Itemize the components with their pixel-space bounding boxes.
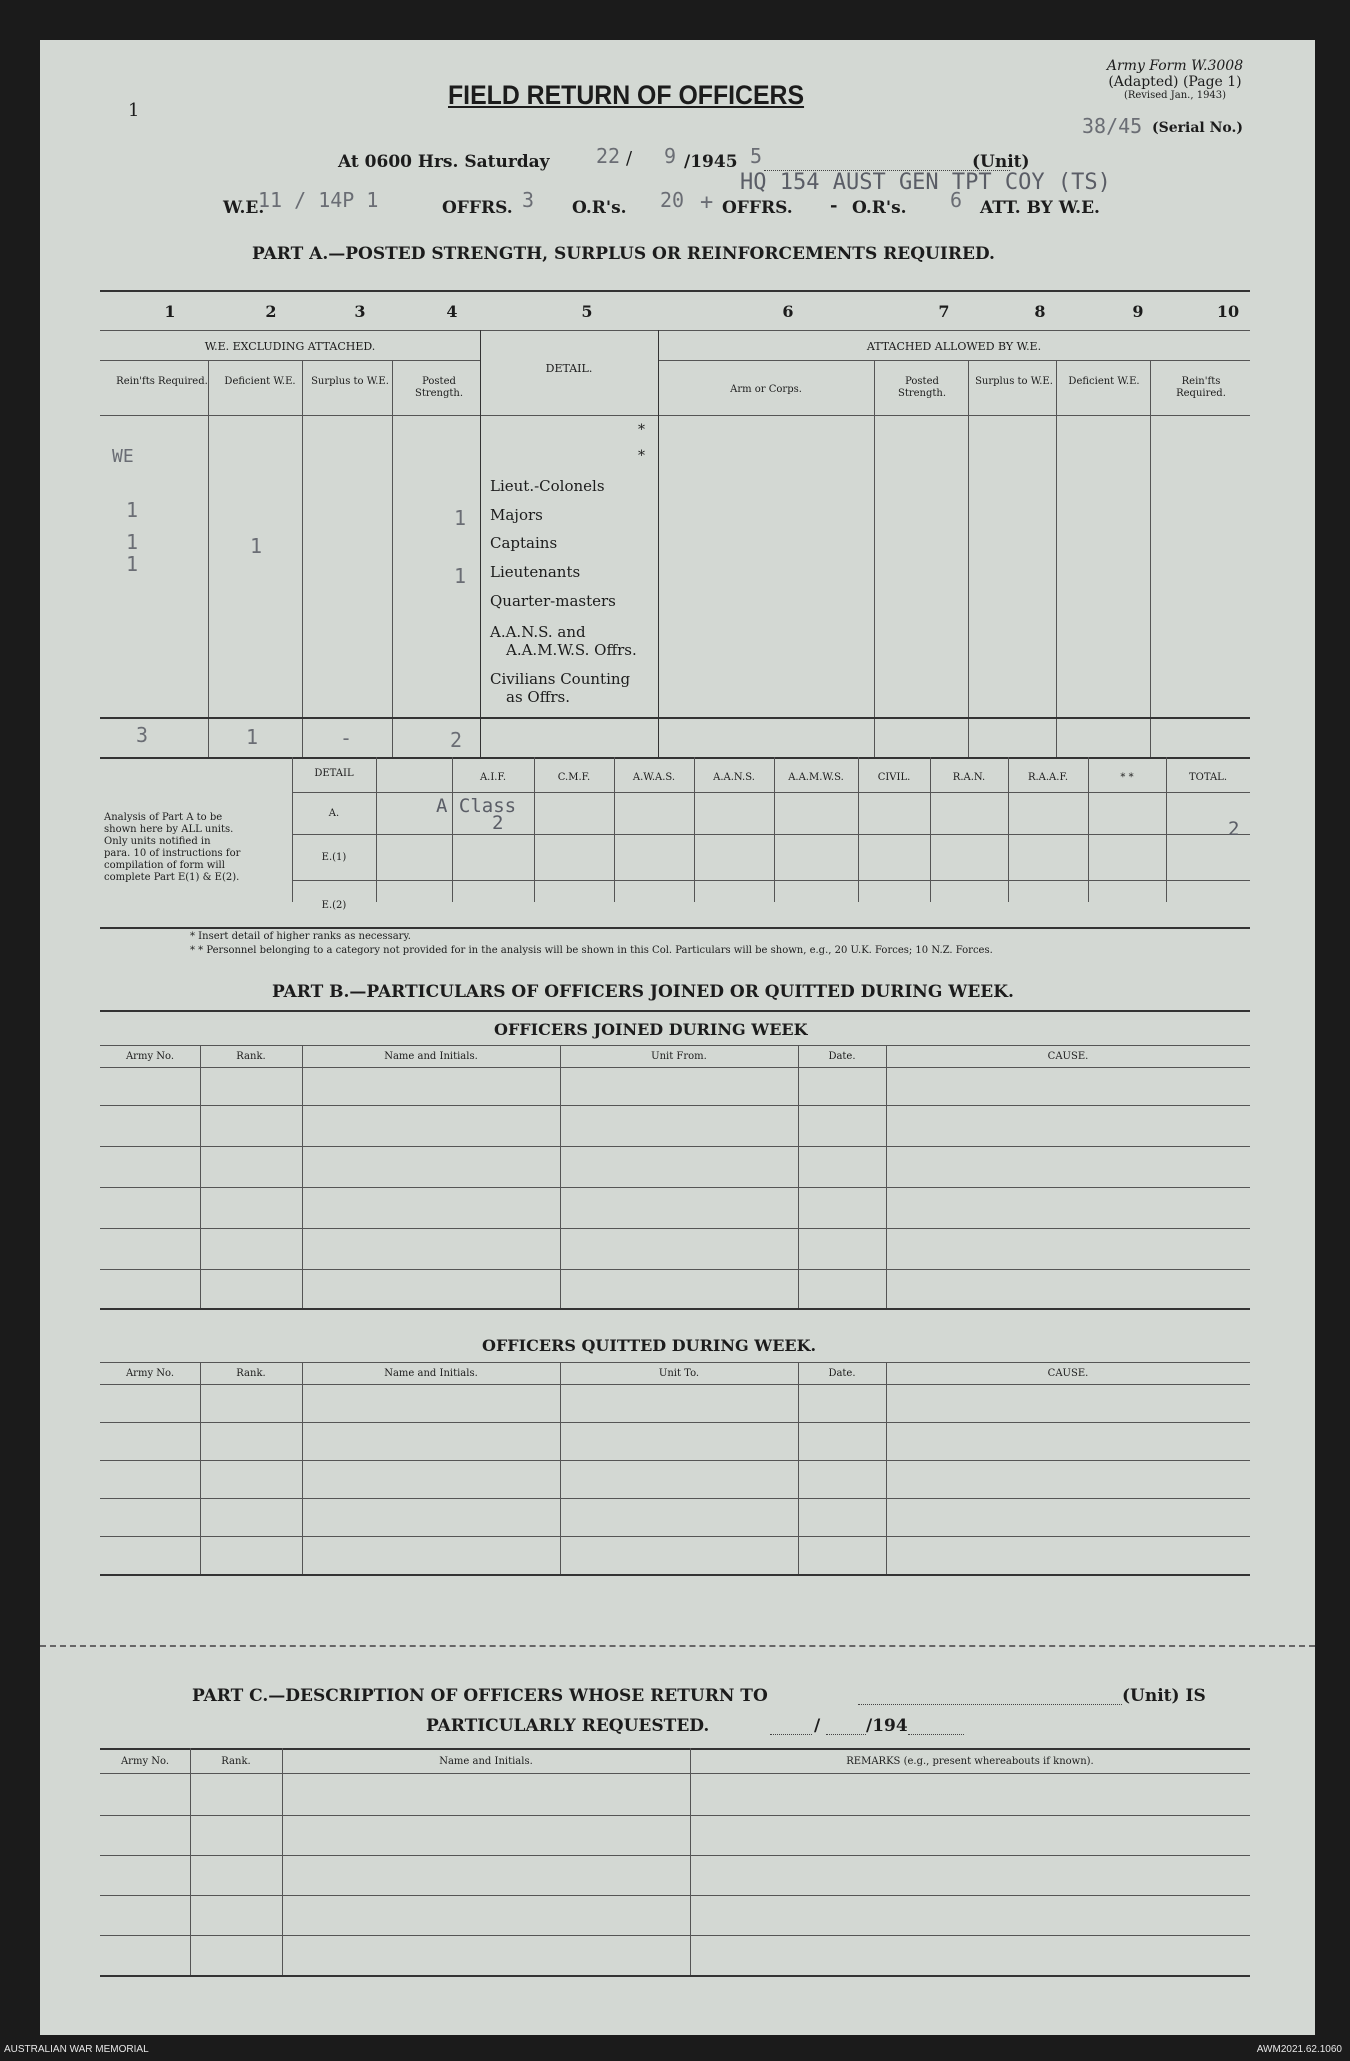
ors2-value: 6 bbox=[950, 188, 963, 212]
form-sheet: 1 FIELD RETURN OF OFFICERS Army Form W.3008 (Adapted) (Page 1) (Revised Jan., 1943) 38/45 (Serial No.) At 0600 Hrs. Saturday 22 / 9 /1945 5 HQ 154 AUST GEN TPT COY (TS) (Unit) W.E. 11 / 14P 1 OFFRS. 3 O.R's. 20 + OFFRS. - O.R's. 6 ATT. BY W.E. PART A.—POSTED STRENGTH, SURPLUS OR REINFORCEMENTS REQUIRED. 1 2 3 4 5 6 7 8 9 10 W.E. EXCLUDING ATTACHED. ATTACHED ALLOWED BY W.E. DETAIL. Rein'fts Required. Deficient W.E. Surplus to W.E. Posted Strength. Arm or Corps. Posted Strength. Surplus to W.E. Deficient W.E. Rein'fts Required. * * Lieut.-Colonels Majors Captains Lieutenants Quarter-masters A.A.N.S. and A.A.M.W.S. Offrs. Civilians Counting as Offrs. WE 1 1 1 1 1 1 3 1 - 2 Analysis of Part A to be shown here by ALL units. Only units notified in para. 10 of instructions for compilation of form will complete Part E(1) & E(2). DETAIL A.I.F. C.M.F. A.W.A.S. A.A.N.S. A.A.M.W.S. CIVIL. R.A.N. R.A.A.F. * * TOTAL. A. E.(1) E.(2) A Class 2 2 * Insert detail of higher ranks as necessary. * * Personnel belonging to a category not provided for in the analysis will be shown in this Col. Particulars will be shown, e.g., 20 U.K. Forces; 10 N.Z. Forces. PART B.—PARTICULARS OF OFFICERS JOINED OR QUITTED DURING WEEK. OFFICERS JOINED DURING WEEK Army No. Rank. Name and Initials. Unit From. Date. CAUSE. OFFICERS QUITTED DURING WEEK. Army No. Rank. Name and Initials. Unit To. Date. CAUSE. PART C.—DESCRIPTION OF OFFICERS WHOSE RETURN TO (Unit) IS PARTICULARLY REQUESTED. / /194 Army No. Rank. Name and Initials. REMARKS (e.g., present whereabouts if known). bbox=[40, 40, 1315, 2035]
ors-value: 20 bbox=[660, 188, 685, 212]
deficient-captains: 1 bbox=[250, 534, 263, 558]
analysis-note: Analysis of Part A to be shown here by ALL units. Only units notified in para. 10 of instructions for compilation of form will complete Part E(1) & E(2). bbox=[104, 812, 241, 883]
a-class-note: A Class bbox=[436, 795, 517, 817]
date-prefix: At 0600 Hrs. Saturday bbox=[338, 152, 550, 172]
subhead-deficient-left: Deficient W.E. bbox=[224, 376, 296, 387]
reinfts-captains: 1 bbox=[126, 498, 139, 522]
part-c-line1: PART C.—DESCRIPTION OF OFFICERS WHOSE RETURN TO bbox=[192, 1686, 768, 1706]
part-b-heading: PART B.—PARTICULARS OF OFFICERS JOINED OR QUITTED DURING WEEK. bbox=[272, 982, 1014, 1002]
date-day: 22 bbox=[596, 144, 621, 168]
subhead-surplus-right: Surplus to W.E. bbox=[975, 376, 1053, 387]
part-a-heading: PART A.—POSTED STRENGTH, SURPLUS OR REINFORCEMENTS REQUIRED. bbox=[252, 244, 995, 264]
partc-rank-header: Rank. bbox=[221, 1756, 251, 1767]
joined-title: OFFICERS JOINED DURING WEEK bbox=[494, 1020, 808, 1039]
col-number-5: 5 bbox=[581, 302, 593, 321]
col-number-1: 1 bbox=[164, 302, 176, 321]
rank-captains: Captains bbox=[490, 534, 558, 552]
rank-as-offrs: as Offrs. bbox=[506, 688, 570, 706]
col-number-7: 7 bbox=[938, 302, 950, 321]
ors2-label: O.R's. bbox=[852, 198, 907, 218]
offrs-label: OFFRS. bbox=[442, 198, 513, 218]
ors-plus: + bbox=[700, 190, 714, 215]
col-number-2: 2 bbox=[265, 302, 277, 321]
joined-unit-header: Unit From. bbox=[651, 1051, 707, 1062]
group-we-excluding: W.E. EXCLUDING ATTACHED. bbox=[204, 340, 376, 353]
form-reference bbox=[1080, 58, 1270, 101]
joined-name-header: Name and Initials. bbox=[384, 1051, 478, 1062]
offrs-value: 3 bbox=[522, 188, 535, 212]
quitted-rank-header: Rank. bbox=[236, 1368, 266, 1379]
offrs2-value: - bbox=[830, 195, 838, 216]
analysis-aamws-header: A.A.M.W.S. bbox=[788, 772, 844, 783]
quitted-unit-header: Unit To. bbox=[658, 1368, 700, 1379]
subhead-arm-corps: Arm or Corps. bbox=[730, 384, 802, 395]
footnote-1: * Insert detail of higher ranks as necessary. bbox=[190, 931, 411, 942]
analysis-cmf-header: C.M.F. bbox=[557, 772, 591, 783]
analysis-total-header: TOTAL. bbox=[1188, 772, 1228, 783]
reinfts-lieutenants: 1 bbox=[126, 530, 139, 554]
corner-mark: 1 bbox=[128, 100, 140, 121]
part-c-unit-label: (Unit) IS bbox=[1122, 1686, 1206, 1706]
analysis-aif-header: A.I.F. bbox=[479, 772, 507, 783]
unit-label: (Unit) bbox=[972, 152, 1030, 172]
analysis-row-a: A. bbox=[328, 808, 340, 819]
joined-army-no-header: Army No. bbox=[125, 1051, 175, 1062]
unit-value: HQ 154 AUST GEN TPT COY (TS) bbox=[740, 170, 1111, 195]
subhead-reinfts-left: Rein'fts Required. bbox=[116, 376, 208, 387]
posted-majors: 1 bbox=[454, 506, 467, 530]
part-c-year: /194 bbox=[866, 1716, 908, 1736]
date-year: /1945 bbox=[684, 152, 738, 172]
partc-name-header: Name and Initials. bbox=[439, 1756, 533, 1767]
rank-lieutenants: Lieutenants bbox=[490, 563, 581, 581]
footnote-2: * * Personnel belonging to a category not provided for in the analysis will be shown in this Col. Particulars will be shown, e.g., 20 U.K. Forces; 10 N.Z. Forces. bbox=[190, 945, 993, 956]
star-1: * bbox=[638, 422, 645, 438]
rank-aans: A.A.N.S. and bbox=[490, 623, 586, 641]
joined-cause-header: CAUSE. bbox=[1047, 1051, 1089, 1062]
analysis-row-e1: E.(1) bbox=[321, 852, 347, 863]
form-number: Army Form W.3008 bbox=[1106, 58, 1244, 74]
total-surplus: - bbox=[340, 726, 353, 750]
detail-header: DETAIL. bbox=[545, 362, 593, 375]
form-title: FIELD RETURN OF OFFICERS bbox=[448, 80, 805, 110]
analysis-civil-header: CIVIL. bbox=[877, 772, 911, 783]
rank-aamws: A.A.M.W.S. Offrs. bbox=[506, 641, 637, 659]
quitted-name-header: Name and Initials. bbox=[384, 1368, 478, 1379]
reinfts-extra: 1 bbox=[126, 552, 139, 576]
analysis-other-header: * * bbox=[1120, 772, 1134, 783]
subhead-reinfts-right: Rein'fts Required. bbox=[1176, 376, 1226, 399]
analysis-ran-header: R.A.N. bbox=[952, 772, 986, 783]
subhead-posted-left: Posted Strength. bbox=[414, 376, 464, 399]
rank-quarter-masters: Quarter-masters bbox=[490, 592, 616, 610]
quitted-army-no-header: Army No. bbox=[125, 1368, 175, 1379]
footer-left: AUSTRALIAN WAR MEMORIAL bbox=[4, 2044, 149, 2055]
rank-majors: Majors bbox=[490, 506, 543, 524]
quitted-title: OFFICERS QUITTED DURING WEEK. bbox=[482, 1336, 817, 1355]
serial-value: 38/45 bbox=[1082, 114, 1143, 138]
total-a-value: 2 bbox=[1228, 818, 1240, 840]
footer-right: AWM2021.62.1060 bbox=[1256, 2044, 1342, 2055]
rank-civilians: Civilians Counting bbox=[490, 670, 631, 688]
col-number-3: 3 bbox=[354, 302, 366, 321]
analysis-raaf-header: R.A.A.F. bbox=[1027, 772, 1069, 783]
offrs2-label: OFFRS. bbox=[722, 198, 793, 218]
group-attached-allowed: ATTACHED ALLOWED BY W.E. bbox=[866, 340, 1042, 353]
date-month: 9 bbox=[664, 144, 677, 168]
subhead-deficient-right: Deficient W.E. bbox=[1068, 376, 1140, 387]
posted-lieutenants: 1 bbox=[454, 564, 467, 588]
joined-date-header: Date. bbox=[828, 1051, 856, 1062]
subhead-surplus-left: Surplus to W.E. bbox=[311, 376, 389, 387]
total-posted: 2 bbox=[450, 728, 463, 752]
form-revised: (Revised Jan., 1943) bbox=[1123, 90, 1227, 101]
analysis-awas-header: A.W.A.S. bbox=[632, 772, 676, 783]
col-number-8: 8 bbox=[1034, 302, 1046, 321]
joined-rank-header: Rank. bbox=[236, 1051, 266, 1062]
quitted-date-header: Date. bbox=[828, 1368, 856, 1379]
subhead-posted-right: Posted Strength. bbox=[897, 376, 947, 399]
we-note: WE bbox=[112, 446, 134, 467]
analysis-row-e2: E.(2) bbox=[321, 900, 347, 911]
att-label: ATT. BY W.E. bbox=[980, 198, 1100, 218]
partc-remarks-header: REMARKS (e.g., present whereabouts if known). bbox=[846, 1756, 1094, 1767]
part-c-line2: PARTICULARLY REQUESTED. bbox=[426, 1716, 710, 1736]
col-number-9: 9 bbox=[1132, 302, 1144, 321]
col-number-10: 10 bbox=[1216, 302, 1240, 321]
partc-army-no-header: Army No. bbox=[120, 1756, 170, 1767]
star-2: * bbox=[638, 448, 645, 464]
we-label: W.E. bbox=[223, 198, 265, 218]
col-number-6: 6 bbox=[782, 302, 794, 321]
aif-a-value: 2 bbox=[492, 812, 504, 834]
total-reinfts: 3 bbox=[136, 723, 149, 747]
ors-label: O.R's. bbox=[572, 198, 627, 218]
analysis-detail-header: DETAIL bbox=[314, 768, 354, 779]
serial-label: (Serial No.) bbox=[1152, 120, 1243, 136]
total-deficient: 1 bbox=[246, 725, 259, 749]
rank-lieut-colonels: Lieut.-Colonels bbox=[490, 477, 605, 495]
form-adapted: (Adapted) (Page 1) bbox=[1108, 74, 1242, 90]
analysis-aans-header: A.A.N.S. bbox=[713, 772, 755, 783]
col-number-4: 4 bbox=[446, 302, 458, 321]
quitted-cause-header: CAUSE. bbox=[1047, 1368, 1089, 1379]
we-value: 11 / 14P 1 bbox=[258, 188, 379, 212]
